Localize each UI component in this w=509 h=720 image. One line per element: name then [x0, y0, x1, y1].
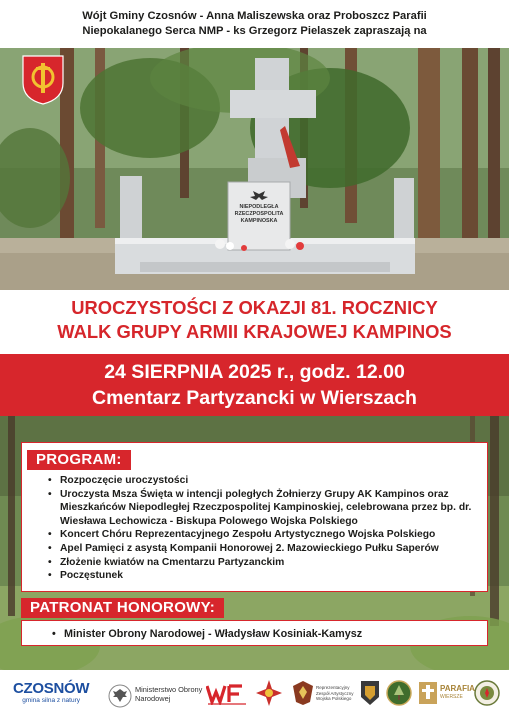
plaque-line-2: RZECZPOSPOLITA: [234, 211, 284, 217]
invitation-header: [0, 0, 509, 48]
title-line-1: UROCZYSTOŚCI Z OKAZJI 81. ROCZNICY: [71, 297, 438, 318]
polish-eagle-icon: [108, 684, 132, 708]
title-line-2: WALK GRUPY ARMII KRAJOWEJ KAMPINOS: [57, 321, 452, 342]
patronat-item: • Minister Obrony Narodowej - Władysław Kosiniak-Kamysz: [52, 627, 362, 641]
military-ensemble-emblem-icon: [292, 680, 314, 706]
commemorative-emblem-icon: [474, 680, 500, 706]
parish-logo-name: PARAFIA: [440, 684, 475, 693]
program-item: • Złożenie kwiatów na Cmentarzu Partyzanckim: [48, 556, 480, 570]
program-item: • Uroczysta Msza Święta w intencji poległych Żołnierzy Grupy AK Kampinos oraz Mieszkańców Niepodległej Rzeczpospolitej Kampinoskiej, celebrowana przez bp. dr. Wiesława Lechowicza - Biskupa Polowego Wojska Polskiego: [48, 488, 480, 529]
wf-logo-icon: [206, 683, 248, 705]
monument-illustration: [0, 48, 509, 290]
header-line-1: Wójt Gminy Czosnów - Anna Maliszewska oraz Proboszcz Parafii: [82, 10, 427, 22]
event-title: [0, 290, 509, 354]
ensemble-logo-name: Reprezentacyjny Zespół Artystyczny Wojska Polskiego: [316, 685, 354, 701]
plaque-line-1: NIEPODLEGŁA: [239, 204, 279, 210]
czosnow-logo-tagline: gmina silna z natury: [22, 697, 81, 704]
program-item: • Poczęstunek: [48, 569, 480, 583]
parish-logo-sub: WIERSZE: [440, 694, 463, 700]
plaque-text: [228, 204, 290, 225]
event-date-time: 24 SIERPNIA 2025 r., godz. 12.00: [104, 361, 405, 383]
forest-emblem-icon: [386, 680, 412, 706]
mon-logo-name: Ministerstwo Obrony Narodowej: [135, 685, 203, 703]
czosnow-logo-name: CZOSNÓW: [13, 680, 90, 697]
header-line-2: Niepokalanego Serca NMP - ks Grzegorz Pielaszek zapraszają na: [82, 25, 427, 37]
czosnow-coat-of-arms-icon: [22, 55, 64, 105]
program-item: • Apel Pamięci z asystą Kompanii Honorowej 2. Mazowieckiego Pułku Saperów: [48, 542, 480, 556]
program-heading: PROGRAM:: [27, 450, 131, 470]
monument-photo: [0, 48, 509, 290]
unit-badge-icon: [360, 680, 380, 706]
patronat-heading: PATRONAT HONOROWY:: [21, 598, 224, 618]
event-place: Cmentarz Partyzancki w Wierszach: [92, 387, 417, 409]
plaque-line-3: KAMPINOSKA: [240, 218, 278, 224]
military-cross-badge-icon: [255, 679, 283, 707]
mon-logo: [108, 684, 203, 713]
program-item: • Rozpoczęcie uroczystości: [48, 474, 480, 488]
program-item: • Koncert Chóru Reprezentacyjnego Zespołu Artystycznego Wojska Polskiego: [48, 528, 480, 542]
czosnow-logo: [13, 681, 89, 705]
program-list: [48, 474, 480, 583]
parish-icon: [418, 681, 438, 705]
date-place-banner: [0, 354, 509, 416]
